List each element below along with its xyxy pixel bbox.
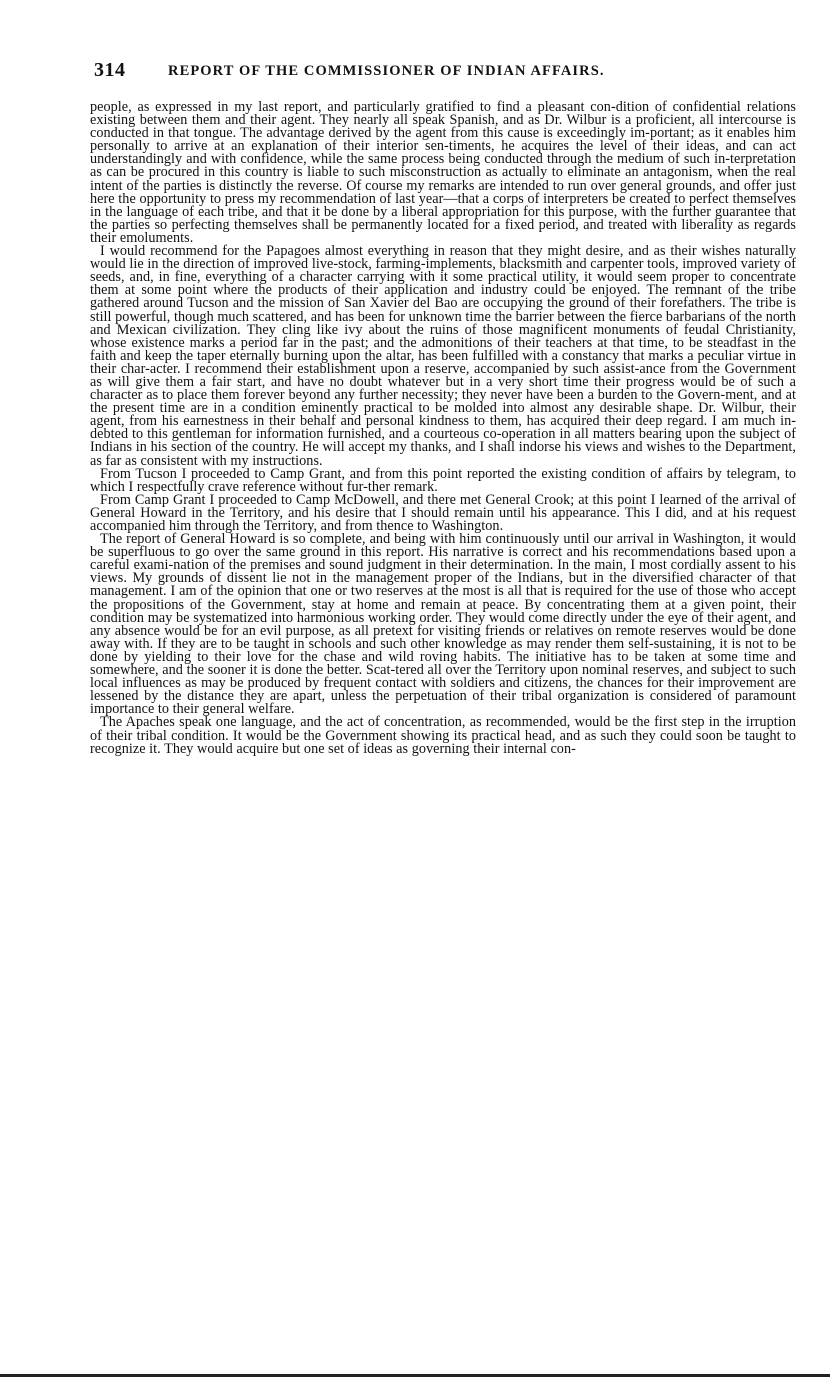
document-page bbox=[90, 55, 796, 756]
page-number: 314 bbox=[94, 59, 126, 81]
paragraph-apaches: The Apaches speak one language, and the act of concentration, as recommended, would be the first step in the irruption of their tribal condition. It would be the Government showing its practical head, and as such they could soon be taught to recognize it. They would acquire but one set of ideas as governing their internal con- bbox=[90, 714, 796, 757]
body-text bbox=[90, 101, 796, 756]
paragraph-papagoes: I would recommend for the Papagoes almost everything in reason that they might desire, and as their wishes naturally would lie in the direction of improved live-stock, farming-implements, blacksmith and carpenter tools, improved variety of seeds, and, in fine, everything of a character carrying with it some practical utility, it would seem proper to concentrate them at some point where the products of their application and industry could be enjoyed. The remnant of the tribe gathered around Tucson and the mission of San Xavier del Bao are occupying the ground of their forefathers. The tribe is still powerful, though much scattered, and has been for unknown time the barrier between the fierce barbarians of the north and Mexican civilization. They cling like ivy about the ruins of those magnificent monuments of feudal Christianity, whose existence marks a period far in the past; and the admonitions of their teachers at that time, to be steadfast in the faith and keep the taper eternally burning upon the altar, has been fulfilled with a constancy that marks a peculiar virtue in their char-acter. I recommend their establishment upon a reserve, accompanied by such assist-ance from the Government as will give them a fair start, and have no doubt whatever but in a very short time their progress would be of such a character as to place them forever beyond any further necessity; they never have been a burden to the Govern-ment, and at the present time are in a condition eminently practical to be molded into almost any desirable shape. Dr. Wilbur, their agent, from his earnestness in their behalf and personal kindness to them, has acquired their deep regard. I am much in-debted to this gentleman for information furnished, and a courteous co-operation in all matters bearing upon the subject of Indians in his section of the country. He will accept my thanks, and I shall indorse his views and wishes to the Department, as far as consistent with my instructions. bbox=[90, 243, 796, 469]
running-header bbox=[90, 55, 796, 85]
paragraph-interpreters: people, as expressed in my last report, and particularly gratified to find a pleasant con-dition of confidential relations existing between them and their agent. They nearly all speak Spanish, and as Dr. Wilbur is a proficient, all intercourse is conducted in that tongue. The advantage derived by the agent from this cause is exceedingly im-portant; as it enables him personally to arrive at an explanation of their interior sen-timents, he acquires the level of their ideas, and can act understandingly and with confidence, while the same process being conducted through the medium of such in-terpretation as can be procured in this country is liable to such misconstruction as actually to eliminate an antagonism, when the real intent of the parties is distinctly the reverse. Of course my remarks are intended to run over general grounds, and offer just here the opportunity to press my recommendation of last year—that a corps of interpreters be created to perfect themselves in the language of each tribe, and that it be done by a liberal appropriation for this purpose, with the further guarantee that the parties so perfecting themselves shall be permanently located for a fixed period, and treated with liberality as regards their emoluments. bbox=[90, 99, 796, 246]
paragraph-general-howard: The report of General Howard is so complete, and being with him continuously until our arrival in Washington, it would be superfluous to go over the same ground in this report. His narrative is correct and his recommendations based upon a careful exami-nation of the premises and sound judgment in their determination. In the main, I most cordially assent to his views. My grounds of dissent lie not in the management proper of the Indians, but in the diversified character of that management. I am of the opinion that one or two reserves at the most is all that is required for the use of those who accept the propositions of the Government, stay at home and remain at peace. By concentrating them at a given point, their condition may be systematized into harmonious working order. They would come directly under the eye of their agent, and any absence would be for an evil purpose, as all pretext for visiting friends or relatives on remote reserves would be done away with. If they are to be taught in schools and such other knowledge as may render them self-sustaining, it is not to be done by yielding to their love for the chase and wild roving habits. The initiative has to be taken at some time and somewhere, and the sooner it is done the better. Scat-tered all over the Territory upon nominal reserves, and subject to such local influences as may be produced by frequent contact with soldiers and citizens, the chances for their improvement are lessened by the distance they are apart, unless the perpetuation of their tribal organization is considered of paramount importance to their general welfare. bbox=[90, 531, 796, 718]
paragraph-camp-grant: From Tucson I proceeded to Camp Grant, and from this point reported the existing condition of affairs by telegram, to which I respectfully crave reference without fur-ther remark. bbox=[90, 465, 796, 495]
paragraph-camp-mcdowell: From Camp Grant I proceeded to Camp McDowell, and there met General Crook; at this point I learned of the arrival of General Howard in the Territory, and his desire that I should remain until his appearance. This I did, and at his request accompanied him through the Territory, and from thence to Washington. bbox=[90, 491, 796, 534]
running-title: REPORT OF THE COMMISSIONER OF INDIAN AFFAIRS. bbox=[168, 63, 605, 79]
scan-bottom-edge bbox=[0, 1374, 830, 1377]
